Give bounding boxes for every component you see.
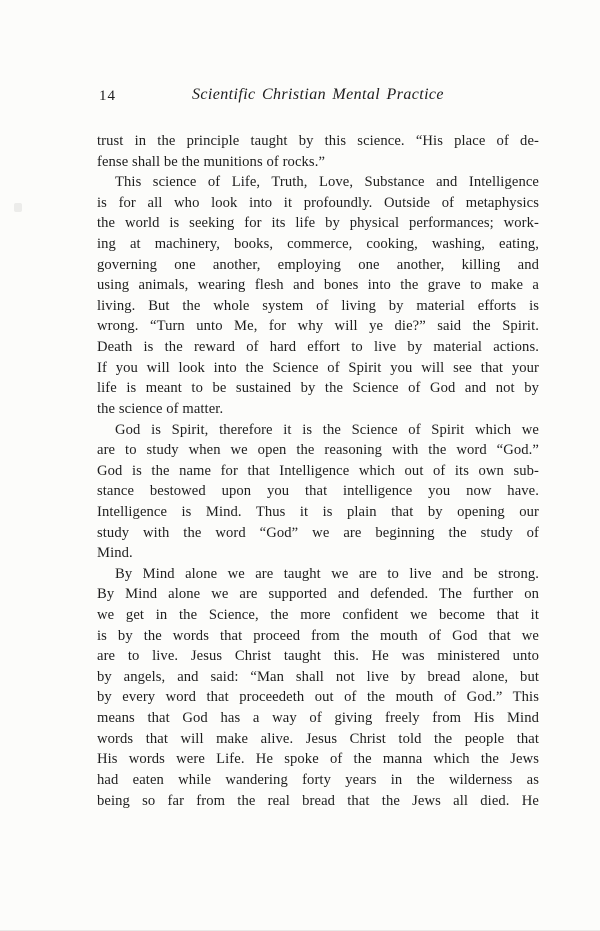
text-line: is for all who look into it profoundly. Outside of metaphysics [97,194,539,211]
text-line: stance bestowed upon you that intelligence you now have. [97,483,539,500]
text-line: living. But the whole system of living by material efforts is [97,297,539,314]
text-line: God is Spirit, therefore it is the Science of Spirit which we [115,421,539,438]
text-line: God is the name for that Intelligence which out of its own sub- [97,462,539,479]
text-line: By Mind alone we are taught we are to live and be strong. [115,565,539,582]
text-line: wrong. “Turn unto Me, for why will ye die?” said the Spirit. [97,318,539,335]
text-line: If you will look into the Science of Spirit you will see that your [97,359,539,376]
text-line: This science of Life, Truth, Love, Substance and Intelligence [115,174,539,191]
text-line: Death is the reward of hard effort to live by material actions. [97,339,539,356]
text-line: by every word that proceedeth out of the mouth of God.” This [97,689,539,706]
text-line: using animals, wearing flesh and bones into the grave to make a [97,277,539,294]
running-title: Scientific Christian Mental Practice [192,86,444,103]
text-line: we get in the Science, the more confident we become that it [97,607,539,624]
text-line: being so far from the real bread that the Jews all died. He [97,792,539,809]
text-line: By Mind alone we are supported and defended. The further on [97,586,539,603]
text-line: had eaten while wandering forty years in the wilderness as [97,771,539,788]
text-line: ing at machinery, books, commerce, cooking, washing, eating, [97,236,539,253]
text-line: His words were Life. He spoke of the manna which the Jews [97,751,539,768]
text-line: the science of matter. [97,400,224,417]
text-line: life is meant to be sustained by the Science of God and not by [97,380,539,397]
text-line: words that will make alive. Jesus Christ told the people that [97,730,539,747]
text-line: fense shall be the munitions of rocks.” [97,153,326,170]
text-line: is by the words that proceed from the mouth of God that we [97,627,539,644]
text-line: Intelligence is Mind. Thus it is plain that by opening our [97,503,539,520]
text-line: trust in the principle taught by this science. “His place of de- [97,133,539,149]
text-line: means that God has a way of giving freely from His Mind [97,710,539,727]
scan-artifact-speck [14,203,22,212]
body-text [97,131,539,811]
text-line: are to study when we open the reasoning with the word “God.” [97,442,539,459]
text-line: by angels, and said: “Man shall not live by bread alone, but [97,668,539,685]
text-line: Mind. [97,545,133,562]
page-number: 14 [99,88,116,104]
text-line: are to live. Jesus Christ taught this. He was ministered unto [97,648,539,665]
text-line: study with the word “God” we are beginning the study of [97,524,539,541]
page-header [97,86,539,108]
text-line: governing one another, employing one another, killing and [97,256,539,273]
text-line: the world is seeking for its life by physical performances; work- [97,215,539,232]
